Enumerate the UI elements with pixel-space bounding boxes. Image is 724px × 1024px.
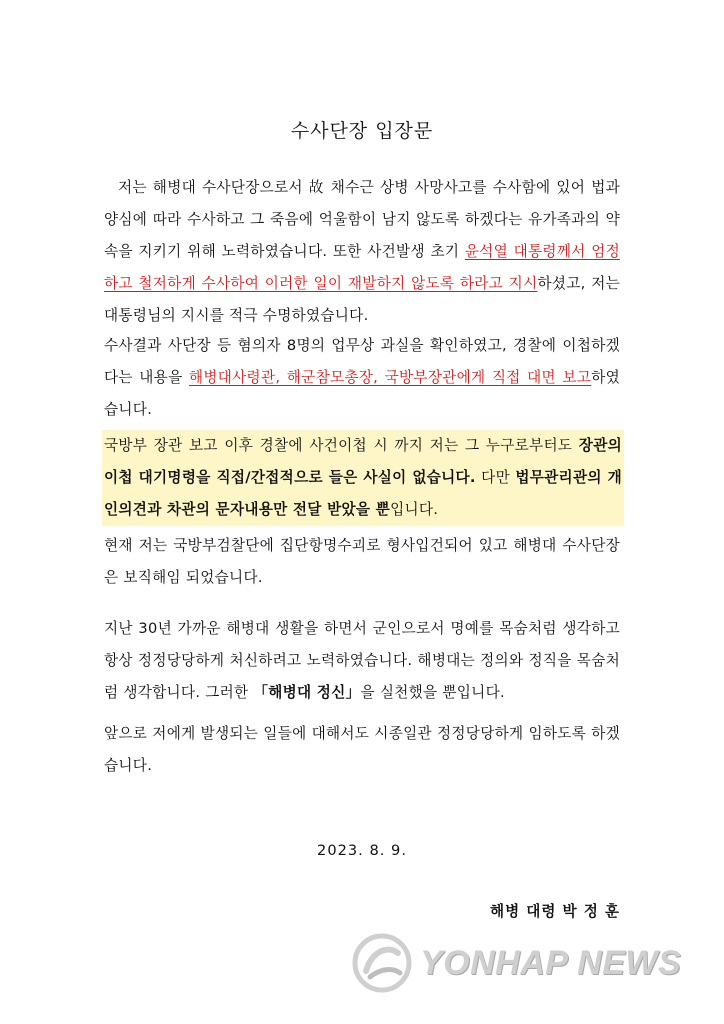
paragraph-5-text-a: 지난 30년 가까운 해병대 생활을 하면서 군인으로서 명예를 목숨처럼 생각하고 항상 정정당당하게 처신하려고 노력하였습니다. 해병대는 정의와 정직을 목숨처럼 생각합니다. 그러한 bbox=[104, 620, 620, 701]
paragraph-6: 앞으로 저에게 발생되는 일들에 대해서도 시종일관 정정당당하게 임하도록 하겠습니다. bbox=[104, 725, 620, 774]
statement-date: 2023. 8. 9. bbox=[317, 842, 407, 859]
yonhap-logo-icon bbox=[352, 933, 412, 993]
paragraph-1-red-highlight: 윤석열 대통령께서 엄정하고 철저하게 수사하여 이러한 일이 재발하지 않도록 하라고 지시 bbox=[104, 243, 621, 292]
paragraph-1 bbox=[104, 172, 620, 332]
paragraph-2 bbox=[104, 330, 620, 426]
paragraph-5 bbox=[104, 613, 620, 709]
paragraph-4: 현재 저는 국방부검찰단에 집단항명수괴로 형사입건되어 있고 해병대 수사단장은 보직해임 되었습니다. bbox=[104, 537, 620, 586]
paragraph-3-bold-2: 법무관리관의 개인의견과 차관의 문자내용만 전달 받았을 뿐 bbox=[104, 469, 622, 518]
paragraph-2-text-a: 수사결과 사단장 등 혐의자 8명의 업무상 과실을 확인하였고, 경찰에 이첩하겠다는 내용을 bbox=[104, 337, 620, 386]
paragraph-3-bold-1: 장관의 이첩 대기명령을 직접/간접적으로 들은 사실이 없습니다. bbox=[104, 437, 622, 486]
document-title: 수사단장 입장문 bbox=[290, 120, 434, 142]
watermark-text: YONHAP NEWS bbox=[420, 943, 682, 982]
paragraph-1-text-b: 하셨고, 저는 대통령님의 지시를 적극 수명하였습니다. bbox=[104, 275, 621, 324]
yonhap-watermark bbox=[352, 928, 712, 998]
paragraph-3-highlighted bbox=[102, 430, 624, 526]
paragraph-2-text-b: 하였습니다. bbox=[104, 369, 621, 418]
paragraph-3-text-b: 다만 bbox=[475, 469, 516, 486]
signature: 해병 대령 박 정 훈 bbox=[489, 903, 620, 920]
paragraph-3-text-c: 입니다. bbox=[390, 501, 439, 518]
paragraph-5-text-b: 을 실천했을 뿐입니다. bbox=[360, 684, 505, 701]
paragraph-2-red-highlight: 해병대사령관, 해군참모총장, 국방부장관에게 직접 대면 보고 bbox=[188, 369, 592, 386]
paragraph-5-bold: 「해병대 정신」 bbox=[253, 684, 361, 701]
paragraph-1-text-a: 저는 해병대 수사단장으로서 故 채수근 상병 사망사고를 수사함에 있어 법과 양심에 따라 수사하고 그 죽음에 억울함이 남지 않도록 하겠다는 유가족과의 약속을 지키기 위해 노력하였습니다. 또한 사건발생 초기 bbox=[104, 179, 620, 260]
paragraph-3-text-a: 국방부 장관 보고 이후 경찰에 사건이첩 시 까지 저는 그 누구로부터도 bbox=[104, 437, 579, 454]
